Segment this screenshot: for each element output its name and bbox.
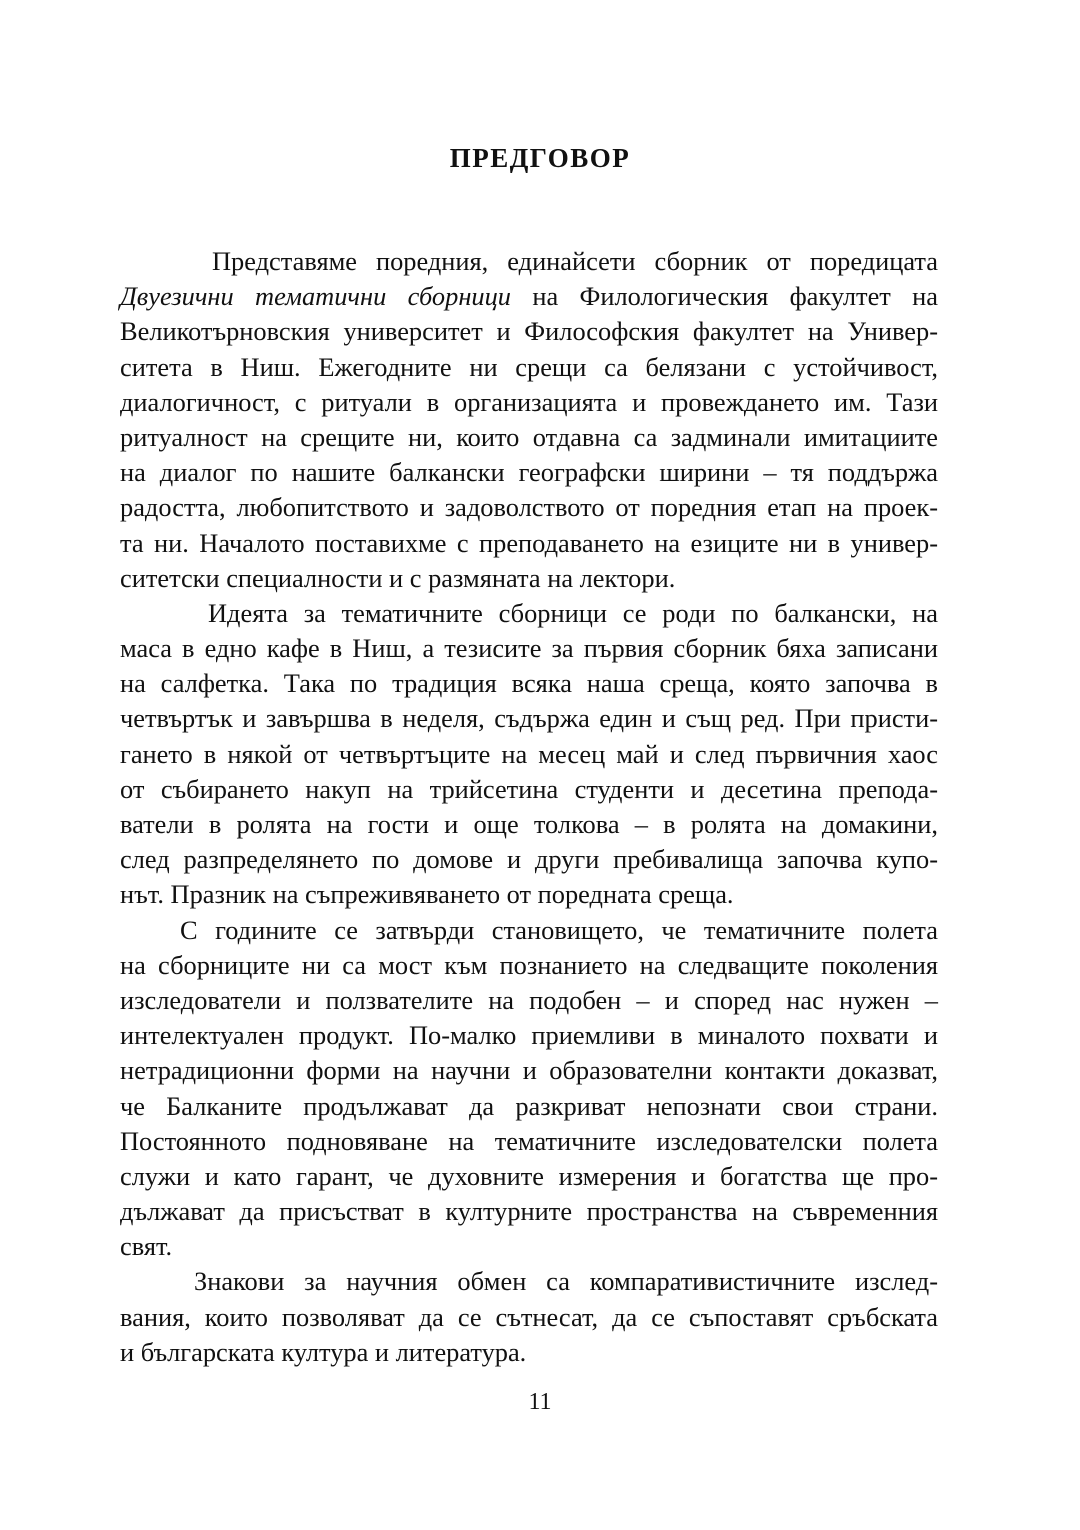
- text-line: служи и като гарант, че духовните измерения и богатства ще про-: [120, 1160, 938, 1191]
- text-line: [120, 279, 938, 314]
- text-line: четвъртък и завършва в неделя, съдържа един и същ ред. При присти-: [120, 703, 938, 734]
- text-line: на салфетка. Така по традиция всяка наша среща, която започва в: [120, 668, 938, 699]
- text-line: на сборниците ни са мост към познанието на следващите поколения: [120, 949, 938, 980]
- text-segment: на Филологическия факултет на: [511, 281, 938, 312]
- paragraph-3: [120, 913, 938, 1265]
- text-line: че Балканите продължават да разкриват непознати свои страни.: [120, 1090, 938, 1121]
- text-line: ситетски специалности и с размяната на лектори.: [120, 562, 676, 593]
- text-line: диалогичност, с ритуали в организацията и провеждането им. Тази: [120, 386, 938, 417]
- page-number: 11: [528, 1389, 552, 1415]
- text-line: Великотърновския университет и Философския факултет на Универ-: [120, 316, 938, 347]
- text-line: ситета в Ниш. Ежегодните ни срещи са белязани с устойчивост,: [120, 351, 938, 382]
- text-line: нетрадиционни форми на научни и образователни контакти доказват,: [120, 1055, 938, 1086]
- text-line: Представяме поредния, единайсети сборник от поредицата: [212, 246, 938, 276]
- text-line: на диалог по нашите балкански географски ширини – тя поддържа: [120, 457, 938, 488]
- text-line: Постоянното подновяване на тематичните изследователски полета: [120, 1125, 938, 1156]
- text-line: интелектуален продукт. По-малко приемливи в миналото похвати и: [120, 1020, 938, 1051]
- text-line: маса в едно кафе в Ниш, а тезисите за първия сборник бяха записани: [120, 633, 938, 664]
- document-body: [120, 244, 938, 1370]
- paragraph-2: [120, 596, 938, 913]
- text-line: ритуалност на срещите ни, които отдавна са задминали имитациите: [120, 421, 938, 452]
- text-line: Знакови за научния обмен са компаративистичните изслед-: [194, 1266, 938, 1297]
- text-line: Идеята за тематичните сборници се роди по балкански, на: [208, 597, 938, 628]
- text-line: радостта, любопитството и задоволството от поредния етап на проек-: [120, 492, 938, 523]
- text-line: гането в някой от четвъртъците на месец май и след първичния хаос: [120, 738, 938, 769]
- series-title-italic: Двуезични тематични сборници: [120, 281, 511, 312]
- paragraph-4: [120, 1264, 938, 1370]
- text-line: та ни. Началото поставихме с преподаването на езиците ни в универ-: [120, 527, 938, 558]
- text-line: изследователи и ползвателите на подобен – и според нас нужен –: [120, 984, 938, 1015]
- text-line: ватели в ролята на гости и още толкова – в ролята на домакини,: [120, 809, 938, 839]
- text-line: С годините се затвърди становището, че тематичните полета: [180, 914, 938, 945]
- text-line: от събирането накуп на трийсетина студенти и десетина препода-: [120, 773, 938, 804]
- text-line: след разпределянето по домове и други пребивалища започва купо-: [120, 844, 938, 875]
- text-line: вания, които позволяват да се сътнесат, да се съпоставят сръбската: [120, 1301, 938, 1332]
- text-line: свят.: [120, 1231, 173, 1262]
- text-line: и българската култура и литература.: [120, 1336, 527, 1367]
- paragraph-1: [120, 244, 938, 596]
- text-line: нът. Празник на съпреживяването от поредната среща.: [120, 879, 734, 910]
- text-line: дължават да присъстват в културните пространства на съвременния: [120, 1196, 938, 1227]
- page-title: ПРЕДГОВОР: [449, 143, 631, 173]
